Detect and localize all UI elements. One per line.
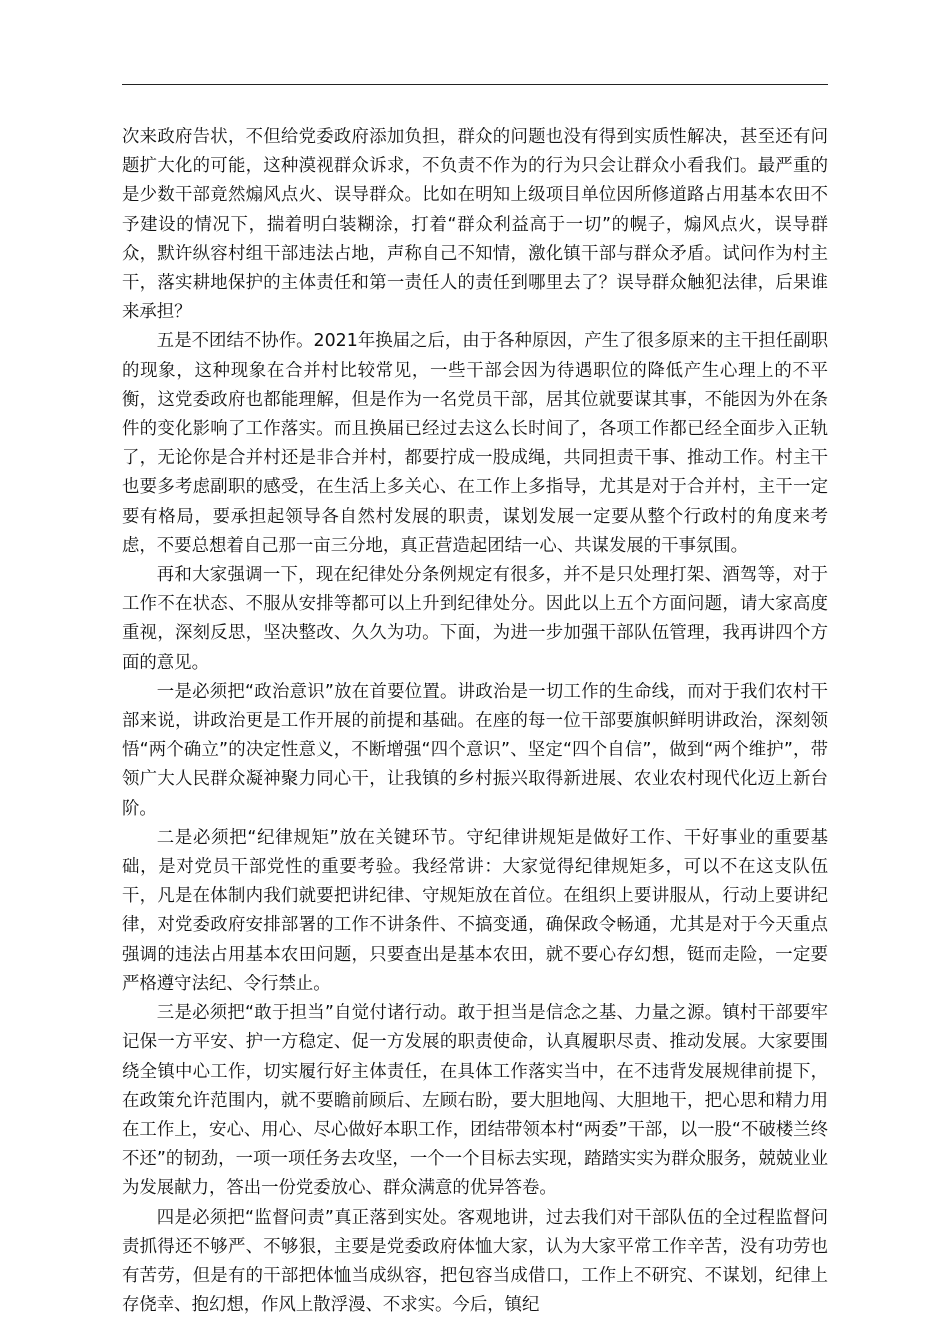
document-body	[122, 123, 828, 1320]
paragraph-emphasis: 再和大家强调一下，现在纪律处分条例规定有很多，并不是只处理打架、酒驾等，对于工作不在状态、不服从安排等都可以上升到纪律处分。因此以上五个方面问题，请大家高度重视，深刻反思，坚决整改、久久为功。下面，为进一步加强干部队伍管理，我再讲四个方面的意见。	[122, 565, 828, 673]
paragraph-opinion-one: 一是必须把“政治意识”放在首要位置。讲政治是一切工作的生命线，而对于我们农村干部来说，讲政治更是工作开展的前提和基础。在座的每一位干部要旗帜鲜明讲政治，深刻领悟“两个确立”的决定性意义，不断增强“四个意识”、坚定“四个自信”，做到“两个维护”，带领广大人民群众凝神聚力同心干，让我镇的乡村振兴取得新进展、农业农村现代化迈上新台阶。	[122, 681, 828, 819]
paragraph-opinion-two: 二是必须把“纪律规矩”放在关键环节。守纪律讲规矩是做好工作、干好事业的重要基础，是对党员干部党性的重要考验。我经常讲：大家觉得纪律规矩多，可以不在这支队伍干，凡是在体制内我们就要把讲纪律、守规矩放在首位。在组织上要讲服从，行动上要讲纪律，对党委政府安排部署的工作不讲条件、不搞变通，确保政令畅通，尤其是对于今天重点强调的违法占用基本农田问题，只要查出是基本农田，就不要心存幻想，铤而走险，一定要严格遵守法纪、令行禁止。	[122, 827, 828, 994]
header-divider-line	[122, 84, 828, 85]
paragraph-opinion-four: 四是必须把“监督问责”真正落到实处。客观地讲，过去我们对干部队伍的全过程监督问责抓得还不够严、不够狠，主要是党委政府体恤大家，认为大家平常工作辛苦，没有功劳也有苦劳，但是有的干部把体恤当成纵容，把包容当成借口，工作上不研究、不谋划，纪律上存侥幸、抱幻想，作风上散浮漫、不求实。今后，镇纪	[122, 1207, 828, 1316]
paragraph-opinion-three: 三是必须把“敢于担当”自觉付诸行动。敢于担当是信念之基、力量之源。镇村干部要牢记保一方平安、护一方稳定、促一方发展的职责使命，认真履职尽责、推动发展。大家要围绕全镇中心工作，切实履行好主体责任，在具体工作落实当中，在不违背发展规律前提下，在政策允许范围内，就不要瞻前顾后、左顾右盼，要大胆地闯、大胆地干，把心思和精力用在工作上，安心、用心、尽心做好本职工作，团结带领本村“两委”干部，以一股“不破楼兰终不还”的韧劲，一项一项任务去攻坚，一个一个目标去实现，踏踏实实为群众服务，兢兢业业为发展献力，答出一份党委放心、群众满意的优异答卷。	[122, 1003, 828, 1199]
paragraph-continuation: 次来政府告状，不但给党委政府添加负担，群众的问题也没有得到实质性解决，甚至还有问题扩大化的可能，这种漠视群众诉求，不负责不作为的行为只会让群众小看我们。最严重的是少数干部竟然煽风点火、误导群众。比如在明知上级项目单位因所修道路占用基本农田不予建设的情况下，揣着明白装糊涂，打着“群众利益高于一切”的幌子，煽风点火，误导群众，默许纵容村组干部违法占地，声称自己不知情，激化镇干部与群众矛盾。试问作为村主干，落实耕地保护的主体责任和第一责任人的责任到哪里去了？误导群众触犯法律，后果谁来承担？	[122, 127, 828, 323]
paragraph-point-five: 五是不团结不协作。2021年换届之后，由于各种原因，产生了很多原来的主干担任副职的现象，这种现象在合并村比较常见，一些干部会因为待遇职位的降低产生心理上的不平衡，这党委政府也都能理解，但是作为一名党员干部，居其位就要谋其事，不能因为外在条件的变化影响了工作落实。而且换届已经过去这么长时间了，各项工作都已经全面步入正轨了，无论你是合并村还是非合并村，都要拧成一股成绳，共同担责干事、推动工作。村主干也要多考虑副职的感受，在生活上多关心、在工作上多指导，尤其是对于合并村，主干一定要有格局，要承担起领导各自然村发展的职责，谋划发展一定要从整个行政村的角度来考虑，不要总想着自己那一亩三分地，真正营造起团结一心、共谋发展的干事氛围。	[122, 331, 828, 556]
